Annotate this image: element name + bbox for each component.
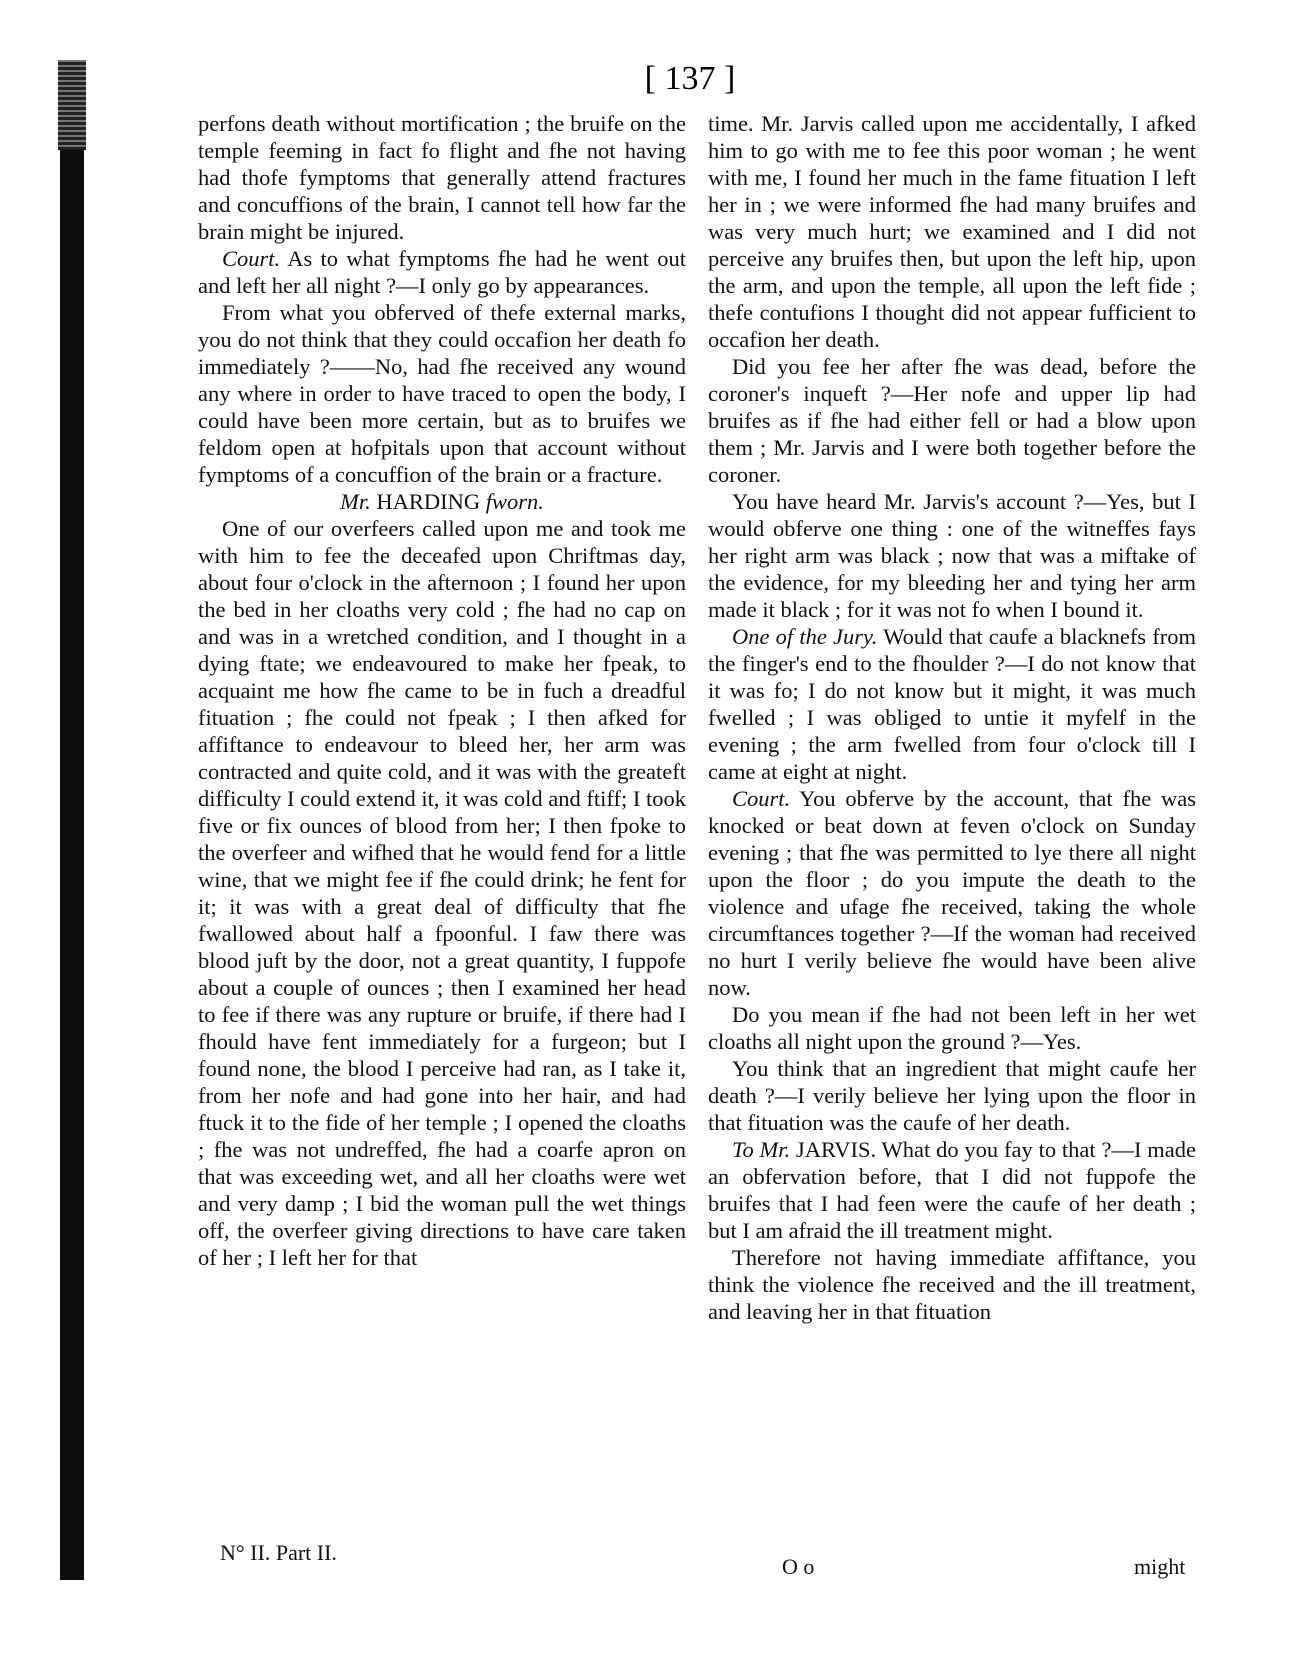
book-spine-shadow bbox=[60, 60, 84, 1580]
paragraph: Do you mean if fhe had not been left in her wet cloaths all night upon the ground ?—Yes. bbox=[708, 1002, 1196, 1054]
page-number: [ 137 ] bbox=[644, 60, 736, 97]
paragraph: One of our overfeers called upon me and took me with him to fee the deceafed upon Chriftmas day, about four o'clock in the afternoon ; I found her upon the bed in her cloaths very cold ; fhe had no cap on and was in a wretched condition, and I thought in a dying ftate; we endeavoured to make her fpeak, to acquaint me how fhe came to be in fuch a dreadful fituation ; fhe could not fpeak ; I then afked for affiftance to endeavour to bleed her, her arm was contracted and quite cold, and it was with the greateft difficulty I could extend it, it was cold and ftiff; I took five or fix ounces of blood from her; I then fpoke to the overfeer and wifhed that he would fend for a little wine, that we might fee if fhe could drink; he fent for it; it was with a great deal of difficulty that fhe fwallowed about half a fpoonful. I faw there was blood juft by the door, not a great quantity, I fuppofe about a couple of ounces ; then I examined her head to fee if there was any rupture or bruife, if there had I fhould have fent immediately for a furgeon; but I found none, the blood I perceive had ran, as I take it, from her nofe and had gone into her hair, and had ftuck it to the fide of her temple ; I opened the cloaths ; fhe was not undreffed, fhe had a coarfe apron on that was exceeding wet, and all her cloaths were wet and very damp ; I bid the woman pull the wet things off, the overfeer giving directions to have care taken of her ; I left her for that bbox=[198, 516, 686, 1270]
paragraph: perfons death without mortification ; the bruife on the temple feeming in fact fo flight and fhe not having had thofe fymptoms that generally attend fractures and concuffions of the brain, I cannot tell how far the brain might be injured. bbox=[198, 111, 686, 244]
catchword: might bbox=[1134, 1554, 1186, 1579]
paragraph-text: What do you fay to that ?—I made an obfervation before, that I did not fuppofe the bruifes that I had feen were the caufe of her death ; but I am afraid the ill treatment might. bbox=[708, 1137, 1197, 1243]
heading-sworn: fworn. bbox=[485, 489, 544, 514]
paragraph: Therefore not having immediate affiftance, you think the violence fhe received and the ill treatment, and leaving her in that fituation bbox=[708, 1245, 1196, 1324]
paragraph-text: You obferve by the account, that fhe was knocked or beat down at feven o'clock on Sunday evening ; that fhe was permitted to lye there all night upon the floor ; do you impute the death to the violence and ufage fhe received, taking the whole circumftances together ?—If the woman had received no hurt I verily believe fhe would have been alive now. bbox=[708, 786, 1196, 1000]
signature-mark: N° II. Part II. bbox=[220, 1540, 337, 1565]
paragraph: time. Mr. Jarvis called upon me accidentally, I afked him to go with me to fee this poor woman ; he went with me, I found her much in the fame fituation I left her in ; we were informed fhe had many bruifes and was very much hurt; we examined and I did not perceive any bruifes then, but upon the left hip, upon the arm, and upon the temple, all upon the left fide ; thefe contufions I thought did not appear fufficient to occafion her death. bbox=[708, 111, 1196, 352]
speaker-label: Court. bbox=[732, 786, 791, 811]
paragraph bbox=[708, 785, 1196, 1001]
paragraph: You think that an ingredient that might caufe her death ?—I verily believe her lying upon the floor in that fituation was the caufe of her death. bbox=[708, 1056, 1196, 1135]
speaker-label: One of the Jury. bbox=[732, 624, 878, 649]
book-spine-binding bbox=[58, 60, 86, 150]
witness-heading bbox=[198, 488, 686, 515]
paragraph bbox=[198, 245, 686, 299]
paragraph-text: Would that caufe a blacknefs from the finger's end to the fhoulder ?—I do not know that it was fo; I do not know but it might, it was much fwelled ; I was obliged to untie it myfelf in the evening ; the arm fwelled from four o'clock till I came at eight at night. bbox=[708, 624, 1196, 784]
heading-title: Mr. bbox=[340, 489, 371, 514]
witness-name: HARDING bbox=[370, 489, 486, 514]
paragraph bbox=[708, 623, 1196, 785]
paragraph-text: As to what fymptoms fhe had he went out and left her all night ?—I only go by appearances. bbox=[198, 246, 686, 298]
paragraph: From what you obferved of thefe external marks, you do not think that they could occafion her death fo immediately ?——No, had fhe received any wound any where in order to have traced to open the body, I could have been more certain, but as to bruifes we feldom open at hofpitals upon that account without fymptoms of a concuffion of the brain or a fracture. bbox=[198, 300, 686, 487]
witness-name: JARVIS. bbox=[790, 1137, 877, 1162]
right-column bbox=[708, 110, 1196, 1325]
speaker-label: Court. bbox=[222, 246, 281, 271]
paragraph bbox=[708, 1136, 1196, 1244]
left-column bbox=[198, 110, 686, 1271]
sheet-mark: O o bbox=[782, 1554, 815, 1579]
paragraph: Did you fee her after fhe was dead, before the coroner's inqueft ?—Her nofe and upper lip had bruifes as if fhe had either fell or had a blow upon them ; Mr. Jarvis and I were both together before the coroner. bbox=[708, 354, 1196, 487]
speaker-label: To Mr. bbox=[732, 1137, 791, 1162]
paragraph: You have heard Mr. Jarvis's account ?—Yes, but I would obferve one thing : one of the witneffes fays her right arm was black ; now that was a miftake of the evidence, for my bleeding her and tying her arm made it black ; for it was not fo when I bound it. bbox=[708, 489, 1196, 622]
